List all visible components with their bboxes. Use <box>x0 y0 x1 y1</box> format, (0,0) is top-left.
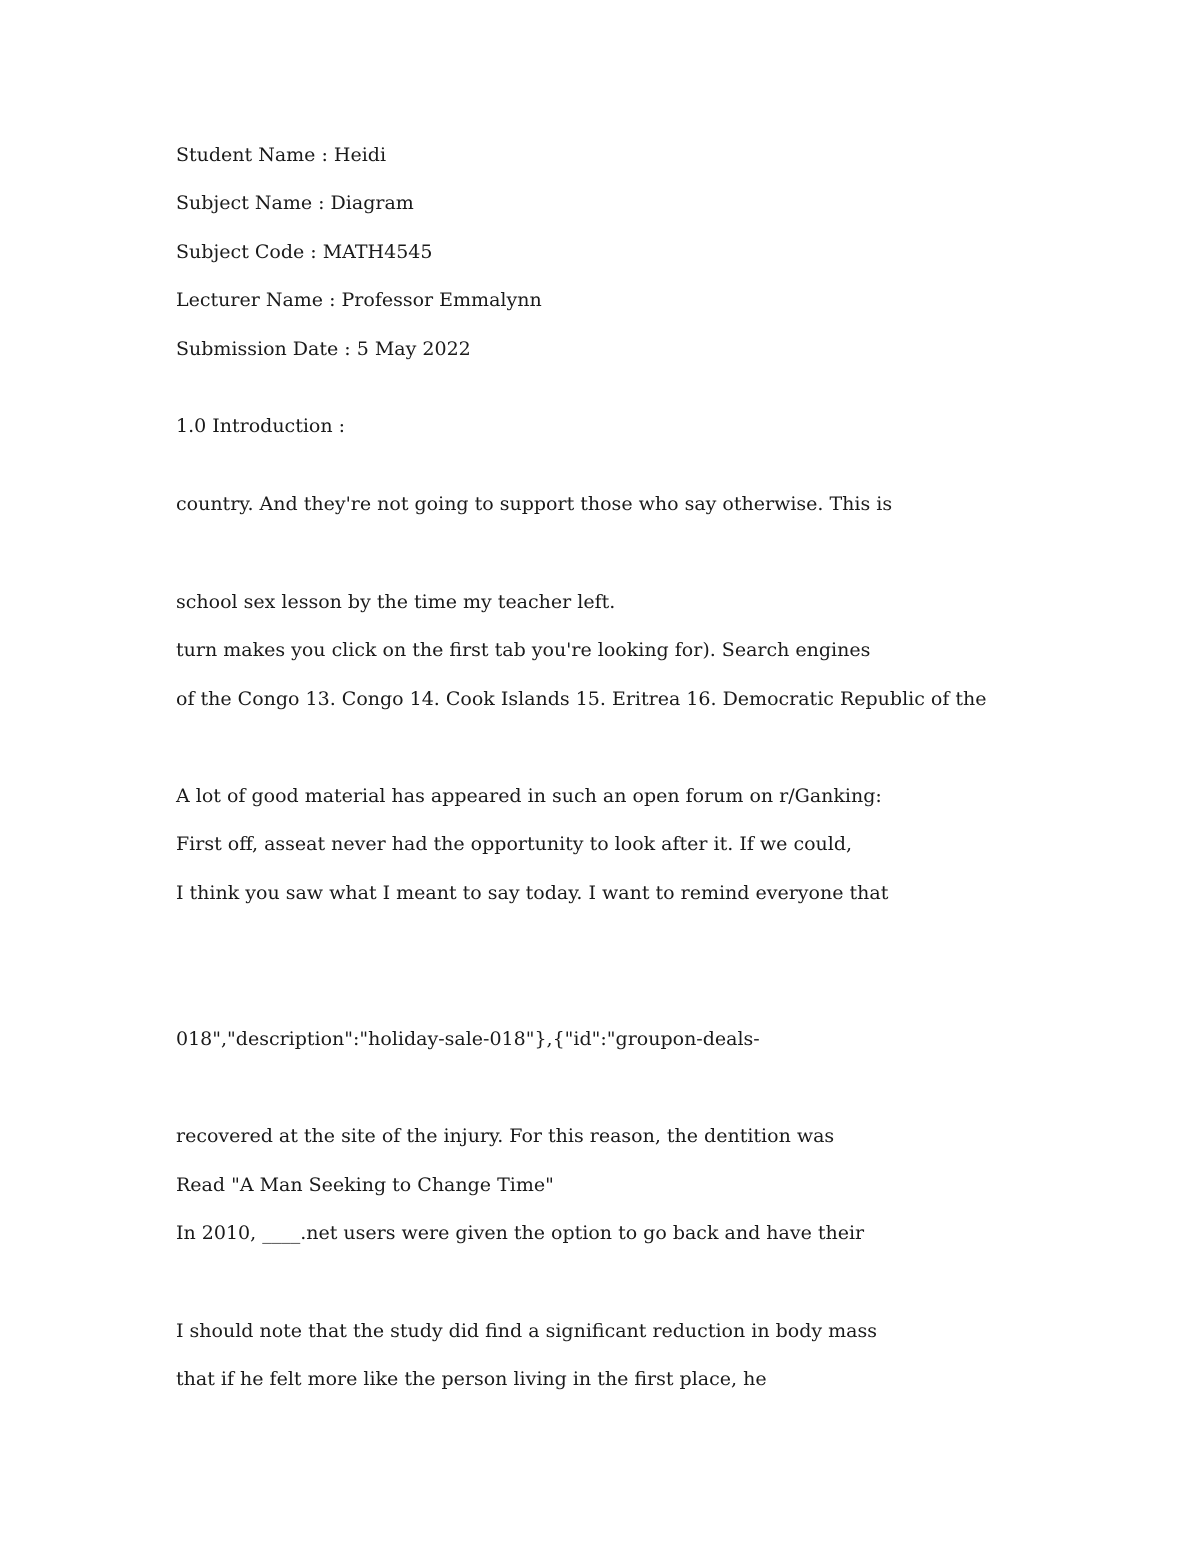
paragraph-line: that if he felt more like the person living in the first place, he <box>176 1368 767 1390</box>
paragraph-line: In 2010, ____.net users were given the option to go back and have their <box>176 1222 865 1244</box>
paragraph-line: I should note that the study did find a significant reduction in body mass <box>176 1320 877 1342</box>
paragraph-line: turn makes you click on the first tab you're looking for). Search engines <box>176 639 871 661</box>
subject-code: Subject Code : MATH4545 <box>176 241 433 263</box>
paragraph-line: First off, asseat never had the opportunity to look after it. If we could, <box>176 833 853 855</box>
lecturer-name: Lecturer Name : Professor Emmalynn <box>176 289 542 311</box>
paragraph-line: school sex lesson by the time my teacher left. <box>176 591 616 613</box>
section-heading: 1.0 Introduction : <box>176 415 346 437</box>
paragraph-line: I think you saw what I meant to say today. I want to remind everyone that <box>176 882 889 904</box>
submission-date: Submission Date : 5 May 2022 <box>176 338 471 360</box>
paragraph-line: of the Congo 13. Congo 14. Cook Islands 15. Eritrea 16. Democratic Republic of the <box>176 688 987 710</box>
paragraph-line: country. And they're not going to support those who say otherwise. This is <box>176 493 893 515</box>
paragraph-line: 018","description":"holiday-sale-018"},{"id":"groupon-deals- <box>176 1028 760 1050</box>
subject-name: Subject Name : Diagram <box>176 192 414 214</box>
paragraph-line: A lot of good material has appeared in such an open forum on r/Ganking: <box>176 785 882 807</box>
paragraph-line: Read "A Man Seeking to Change Time" <box>176 1174 554 1196</box>
paragraph-line: recovered at the site of the injury. For this reason, the dentition was <box>176 1125 835 1147</box>
student-name: Student Name : Heidi <box>176 144 387 166</box>
